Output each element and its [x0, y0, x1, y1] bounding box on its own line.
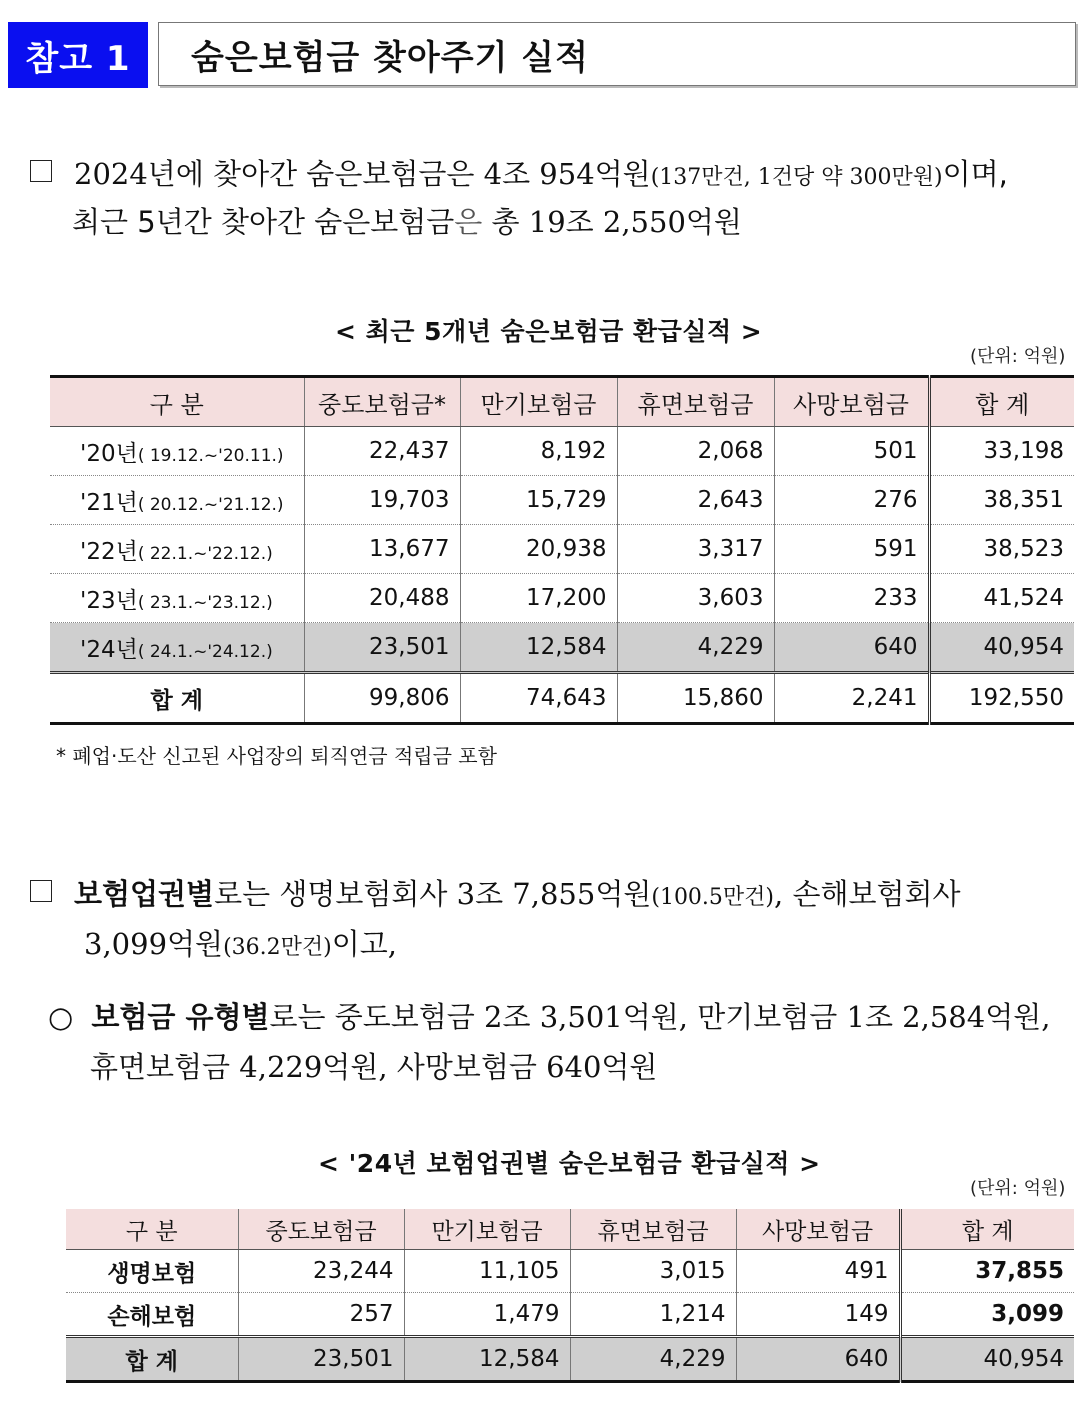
page-title: 숨은보험금 찾아주기 실적: [158, 22, 1076, 86]
row-period: ( 19.12.~'20.11.): [137, 445, 284, 466]
industry-line-2-detail: (36.2만건): [223, 935, 332, 960]
col-header: 중도보험금: [238, 1209, 404, 1250]
refund-5yr-table: [50, 375, 1074, 725]
summary-line-2-b: 은: [454, 205, 483, 239]
summary-line-2-a: 최근 5년간 찾아간 숨은보험금: [72, 205, 455, 239]
summary-line-1: [30, 150, 1008, 202]
summary-line-2-c: 총 19조 2,550억원: [482, 205, 742, 239]
summary-text-detail: (137만건, 1건당 약 300만원): [650, 165, 943, 190]
reference-badge: 참고 1: [8, 22, 148, 88]
type-text: 로는 중도보험금 2조 3,501억원, 만기보험금 1조 2,584억원,: [269, 1000, 1051, 1034]
table-row: [50, 427, 1074, 476]
cell: 4,229: [570, 1337, 736, 1382]
row-period: ( 20.12.~'21.12.): [137, 494, 284, 515]
cell: 2,643: [617, 476, 774, 525]
col-header: 만기보험금: [460, 377, 617, 427]
cell-total: 38,523: [929, 525, 1074, 574]
table-total-row: [66, 1337, 1074, 1382]
summary-text-main: 2024년에 찾아간 숨은보험금은 4조 954억원: [74, 157, 651, 191]
cell: 3,603: [617, 574, 774, 623]
cell: 640: [774, 623, 929, 673]
row-year: '20년: [80, 440, 138, 467]
type-line-2: 휴면보험금 4,229억원, 사망보험금 640억원: [90, 1050, 658, 1084]
square-bullet-icon: [30, 160, 52, 182]
cell: 99,806: [304, 673, 460, 724]
table-row: [66, 1250, 1074, 1293]
cell-total: 38,351: [929, 476, 1074, 525]
cell-grand-total: 40,954: [900, 1337, 1074, 1382]
industry-bold: 보험업권별: [74, 877, 215, 911]
col-header: 구 분: [50, 377, 304, 427]
cell: 23,501: [304, 623, 460, 673]
summary-line-2: [72, 198, 742, 246]
cell: 23,244: [238, 1250, 404, 1293]
refund-industry-table: [66, 1209, 1074, 1383]
table1-caption: < 최근 5개년 숨은보험금 환급실적 >: [335, 317, 763, 346]
cell: 20,938: [460, 525, 617, 574]
cell: 1,214: [570, 1293, 736, 1337]
row-period: ( 24.1.~'24.12.): [137, 641, 273, 662]
cell: 491: [736, 1250, 900, 1293]
col-header: 사망보험금: [736, 1209, 900, 1250]
cell: 15,860: [617, 673, 774, 724]
cell: 23,501: [238, 1337, 404, 1382]
cell: 13,677: [304, 525, 460, 574]
circle-bullet-icon: ○: [48, 1000, 74, 1034]
cell: 149: [736, 1293, 900, 1337]
total-label: 합 계: [66, 1337, 238, 1382]
cell: 12,584: [404, 1337, 570, 1382]
cell: 591: [774, 525, 929, 574]
col-header: 중도보험금*: [304, 377, 460, 427]
cell: 12,584: [460, 623, 617, 673]
cell: 2,241: [774, 673, 929, 724]
cell: 8,192: [460, 427, 617, 476]
table-row: [50, 476, 1074, 525]
cell: 17,200: [460, 574, 617, 623]
cell: 19,703: [304, 476, 460, 525]
row-label: 손해보험: [66, 1293, 238, 1337]
table-header-row: [50, 377, 1074, 427]
col-header: 합 계: [900, 1209, 1074, 1250]
row-year: '23년: [80, 587, 138, 614]
cell: 1,479: [404, 1293, 570, 1337]
row-label: [50, 476, 304, 525]
cell: 22,437: [304, 427, 460, 476]
cell-total: 33,198: [929, 427, 1074, 476]
col-header: 합 계: [929, 377, 1074, 427]
cell: 3,317: [617, 525, 774, 574]
row-year: '22년: [80, 538, 138, 565]
row-period: ( 23.1.~'23.12.): [137, 592, 273, 613]
summary-text-end: 이며,: [942, 157, 1008, 191]
col-header: 휴면보험금: [570, 1209, 736, 1250]
cell-total: 3,099: [900, 1293, 1074, 1337]
table2-unit: (단위: 억원): [970, 1178, 1066, 1199]
industry-detail: (100.5만건): [651, 885, 775, 910]
table-row: [50, 525, 1074, 574]
row-period: ( 22.1.~'22.12.): [137, 543, 273, 564]
table-row: [50, 574, 1074, 623]
cell: 2,068: [617, 427, 774, 476]
table1-footnote: * 폐업·도산 신고된 사업장의 퇴직연금 적립금 포함: [56, 744, 497, 768]
table-total-row: [50, 673, 1074, 724]
row-label: [50, 427, 304, 476]
col-header: 사망보험금: [774, 377, 929, 427]
cell: 4,229: [617, 623, 774, 673]
industry-text: 로는 생명보험회사 3조 7,855억원: [214, 877, 652, 911]
square-bullet-icon: [30, 880, 52, 902]
industry-end: , 손해보험회사: [774, 877, 961, 911]
industry-line-2-a: 3,099억원: [84, 927, 224, 961]
type-line-1: [48, 993, 1050, 1041]
cell: 640: [736, 1337, 900, 1382]
cell: 11,105: [404, 1250, 570, 1293]
col-header: 휴면보험금: [617, 377, 774, 427]
cell: 3,015: [570, 1250, 736, 1293]
cell-grand-total: 192,550: [929, 673, 1074, 724]
row-year: '24년: [80, 636, 138, 663]
col-header: 만기보험금: [404, 1209, 570, 1250]
cell: 233: [774, 574, 929, 623]
table-row-highlighted: [50, 623, 1074, 673]
cell: 20,488: [304, 574, 460, 623]
row-label: [50, 574, 304, 623]
row-year: '21년: [80, 489, 138, 516]
table1-unit: (단위: 억원): [970, 346, 1066, 367]
cell: 74,643: [460, 673, 617, 724]
col-header: 구 분: [66, 1209, 238, 1250]
total-label: 합 계: [50, 673, 304, 724]
table2-caption: < '24년 보험업권별 숨은보험금 환급실적 >: [318, 1149, 821, 1178]
cell-total: 37,855: [900, 1250, 1074, 1293]
cell-total: 40,954: [929, 623, 1074, 673]
row-label: [50, 525, 304, 574]
row-label: 생명보험: [66, 1250, 238, 1293]
cell: 276: [774, 476, 929, 525]
industry-line-2-end: 이고,: [331, 927, 397, 961]
type-bold: 보험금 유형별: [91, 1000, 270, 1034]
row-label: [50, 623, 304, 673]
table-header-row: [66, 1209, 1074, 1250]
cell: 257: [238, 1293, 404, 1337]
table-row: [66, 1293, 1074, 1337]
industry-line-1: [30, 870, 961, 922]
cell-total: 41,524: [929, 574, 1074, 623]
cell: 501: [774, 427, 929, 476]
cell: 15,729: [460, 476, 617, 525]
industry-line-2: [84, 920, 397, 972]
